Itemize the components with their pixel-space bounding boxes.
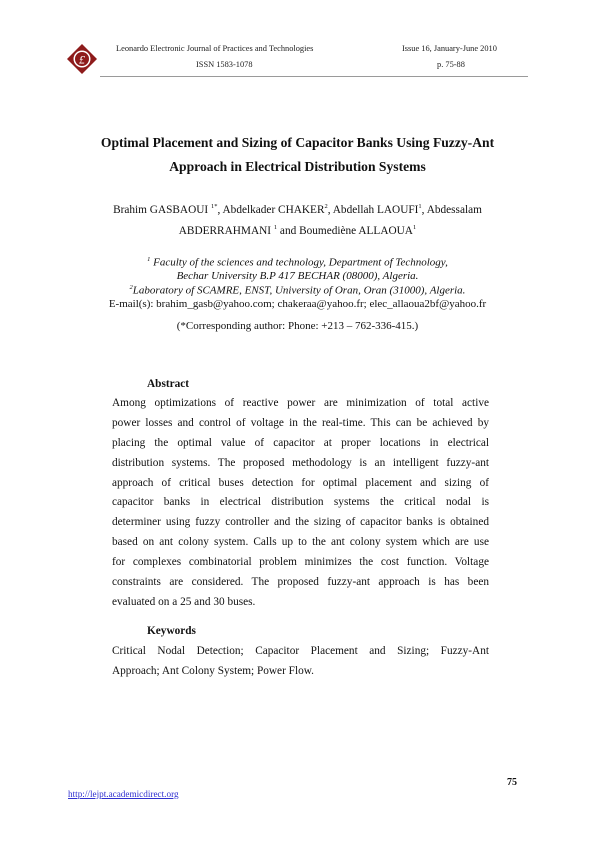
abstract-line: constraints are considered. The proposed fuzzy-ant approach is has been [112, 576, 489, 589]
authors-line-1 [60, 203, 535, 216]
journal-logo-emblem [66, 43, 98, 75]
author-mark: 1 [412, 224, 417, 231]
abstract-line: based on ant colony system. Calls up to the ant colony system which are use [112, 536, 489, 549]
abstract-line: power losses and control of voltage in the real-time. This can be achieved by [112, 416, 489, 429]
abstract-line: distribution systems. The proposed methodology is an intelligent fuzzy-ant [112, 456, 489, 469]
abstract-line: approach of critical buses detection for optimal placement and sizing of [112, 476, 489, 489]
affiliation-mark: 1 [147, 256, 151, 263]
abstract-line: evaluated on a 25 and 30 buses. [112, 595, 256, 608]
keywords-line: Approach; Ant Colony System; Power Flow. [112, 664, 314, 677]
author-mark: 1 [273, 224, 278, 231]
author-mark: 2 [324, 203, 328, 210]
keywords-heading: Keywords [147, 625, 196, 637]
abstract-line: determiner using fuzzy controller and the sizing of capacitor banks is obtained [112, 516, 489, 529]
author-name: , Abdelkader CHAKER [217, 203, 325, 216]
abstract-line: placing the optimal value of capacitor at proper locations in electrical [112, 436, 489, 449]
author-mark: 1* [210, 203, 218, 210]
abstract-body [112, 394, 489, 613]
affiliation-mark: 2 [129, 284, 133, 291]
journal-logo [66, 43, 98, 75]
page-number: 75 [507, 777, 517, 788]
paper-title-line-1: Optimal Placement and Sizing of Capacitor Banks Using Fuzzy-Ant [100, 135, 495, 150]
journal-pages: p. 75-88 [437, 60, 465, 69]
affiliation-2 [60, 284, 535, 297]
journal-issn: ISSN 1583-1078 [196, 60, 253, 69]
author-name: and Boumediène ALLAOUA [277, 224, 413, 237]
abstract-line: Among optimizations of reactive power are minimization of total active [112, 397, 489, 409]
keywords-line: Critical Nodal Detection; Capacitor Placement and Sizing; Fuzzy-Ant [112, 645, 489, 657]
journal-name: Leonardo Electronic Journal of Practices and Technologies [116, 44, 314, 53]
abstract-line: for complexes combinatorial problem minimizes the cost function. Voltage [112, 556, 489, 569]
email-line: E-mail(s): brahim_gasb@yahoo.com; chakeraa@yahoo.fr; elec_allaoua2bf@yahoo.fr [108, 298, 487, 310]
author-mark: 1 [418, 203, 422, 210]
author-name: Brahim GASBAOUI [113, 203, 211, 216]
corresponding-author: (*Corresponding author: Phone: +213 – 762-336-415.) [176, 320, 419, 332]
author-name: ABDERRAHMANI [178, 224, 274, 237]
affiliation-text: Faculty of the sciences and technology, Department of Technology, [150, 256, 448, 269]
author-name: , Abdessalam [421, 203, 482, 216]
paper-title-line-2: Approach in Electrical Distribution Systems [169, 159, 426, 174]
journal-url-link[interactable]: http://lejpt.academicdirect.org [68, 789, 179, 799]
keywords-body [112, 642, 489, 682]
affiliation-1-line-2: Bechar University B.P 417 BECHAR (08000), Algeria. [176, 270, 419, 282]
affiliation-text: Laboratory of SCAMRE, ENST, University of Oran, Oran (31000), Algeria. [132, 284, 466, 297]
abstract-line: capacitor banks in electrical distribution systems the critical nodal is [112, 496, 489, 509]
header-divider [100, 76, 528, 77]
abstract-heading: Abstract [147, 378, 190, 390]
authors-line-2 [60, 224, 535, 237]
author-name: , Abdellah LAOUFI [327, 203, 419, 216]
logo-letter: £ [79, 52, 85, 67]
journal-issue: Issue 16, January-June 2010 [402, 44, 497, 53]
affiliation-1-line-1 [60, 256, 535, 269]
